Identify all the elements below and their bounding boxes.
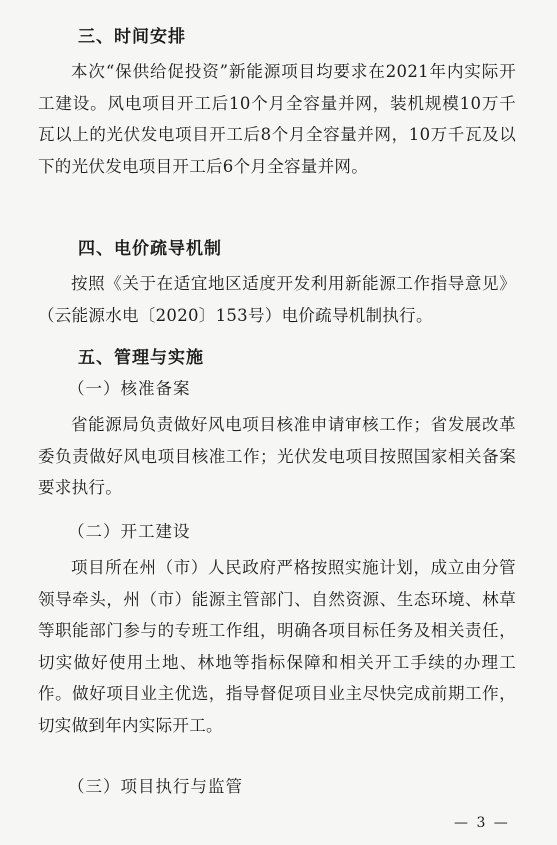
- section-5-1-paragraph: 省能源局负责做好风电项目核准申请审核工作；省发展改革委负责做好风电项目核准工作；光伏发电项目按照国家相关备案要求执行。: [38, 415, 516, 497]
- section-5-heading: 五、管理与实施: [78, 348, 204, 368]
- section-5-1-heading: （一）核准备案: [68, 379, 191, 398]
- section-5-2-paragraph: 项目所在州（市）人民政府严格按照实施计划，成立由分管领导牵头，州（市）能源主管部门、自然资源、生态环境、林草等职能部门参与的专班工作组，明确各项目标任务及相关责任，切实做好使用土地、林地等指标保障和相关开工手续的办理工作。做好项目业主优选，指导督促项目业主尽快完成前期工作，切实做到年内实际开工。: [38, 558, 516, 735]
- section-4-paragraph: 按照《关于在适宜地区适度开发利用新能源工作指导意见》（云能源水电〔2020〕153号）电价疏导机制执行。: [38, 274, 516, 325]
- section-4-heading: 四、电价疏导机制: [78, 239, 222, 259]
- section-3-paragraph: 本次“保供给促投资”新能源项目均要求在2021年内实际开工建设。风电项目开工后10个月全容量并网，装机规模10万千瓦以上的光伏发电项目开工后8个月全容量并网，10万千瓦及以下的光伏发电项目开工后6个月全容量并网。: [38, 62, 516, 176]
- section-5-2-heading: （二）开工建设: [68, 522, 191, 541]
- section-5-3-heading: （三）项目执行与监管: [68, 777, 243, 796]
- section-3-heading: 三、时间安排: [78, 27, 186, 47]
- page-number: — 3 —: [454, 815, 510, 831]
